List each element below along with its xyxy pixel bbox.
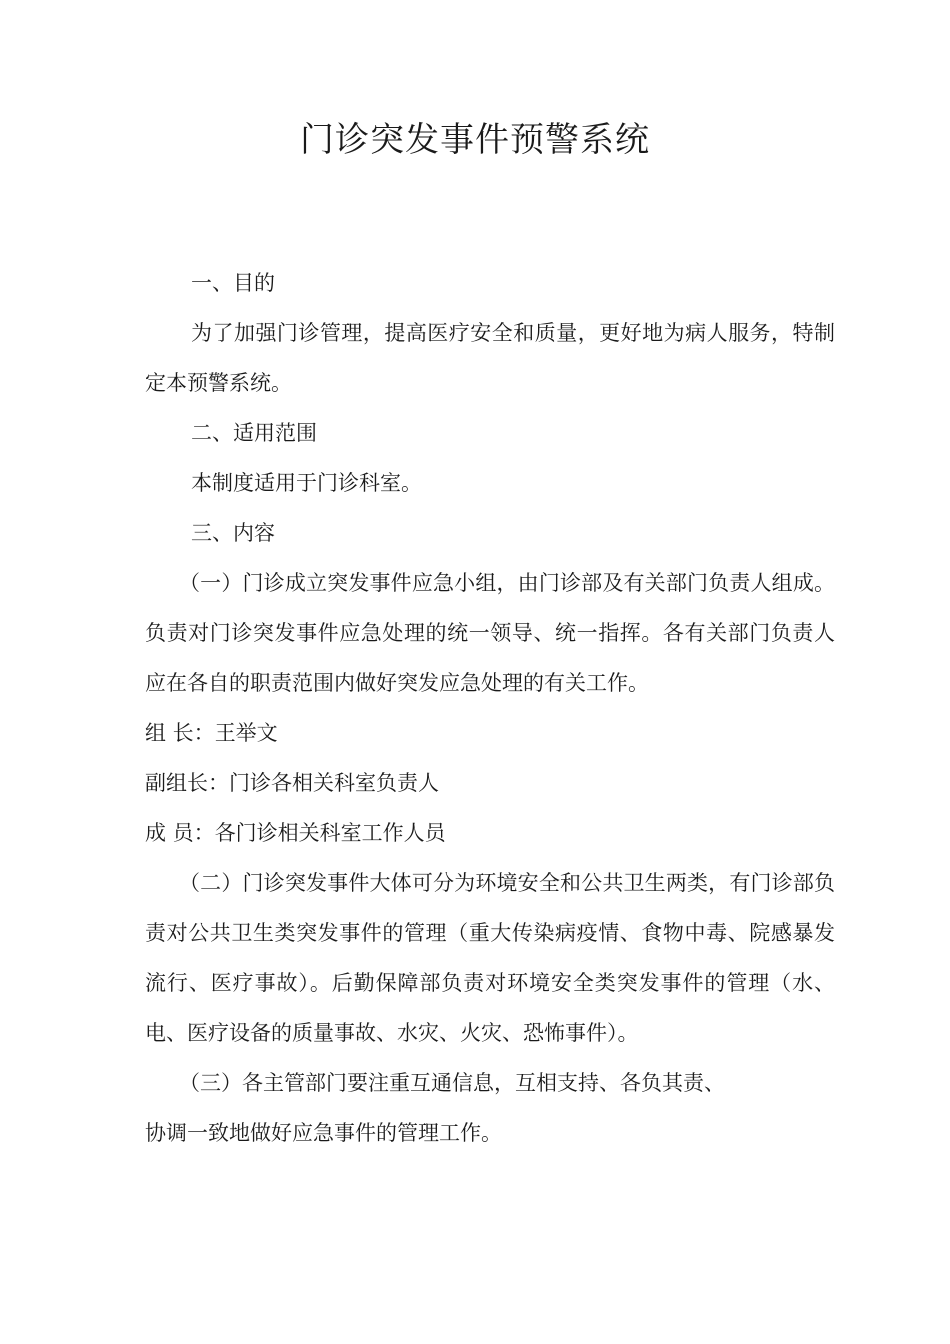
document-body bbox=[145, 258, 835, 1158]
section-heading-content: 三、内容 bbox=[191, 521, 275, 545]
member-role: 组 长： bbox=[145, 721, 215, 745]
content-item-2: （二）门诊突发事件大体可分为环境安全和公共卫生两类，有门诊部负责对公共卫生类突发事件的管理（重大传染病疫情、食物中毒、院感暴发流行、医疗事故）。后勤保障部负责对环境安全类突发事件的管理（水、电、医疗设备的质量事故、水灾、火灾、恐怖事件）。 bbox=[145, 871, 835, 1045]
member-row-members bbox=[145, 808, 835, 858]
section-heading-purpose: 一、目的 bbox=[191, 271, 275, 295]
section-heading-scope: 二、适用范围 bbox=[191, 421, 317, 445]
member-value: 门诊各相关科室负责人 bbox=[229, 771, 439, 795]
section-body-purpose: 为了加强门诊管理，提高医疗安全和质量，更好地为病人服务，特制定本预警系统。 bbox=[145, 321, 835, 395]
section-body-scope: 本制度适用于门诊科室。 bbox=[191, 471, 422, 495]
content-item-3-line-2: 协调一致地做好应急事件的管理工作。 bbox=[145, 1121, 502, 1145]
document-title: 门诊突发事件预警系统 bbox=[300, 120, 650, 160]
member-value: 王举文 bbox=[214, 721, 278, 745]
member-row-deputy bbox=[145, 758, 835, 808]
member-role: 副组长： bbox=[145, 771, 229, 795]
content-item-1: （一）门诊成立突发事件应急小组，由门诊部及有关部门负责人组成。负责对门诊突发事件应急处理的统一领导、统一指挥。各有关部门负责人应在各自的职责范围内做好突发应急处理的有关工作。 bbox=[145, 571, 835, 695]
member-row-leader bbox=[145, 708, 835, 758]
member-value: 各门诊相关科室工作人员 bbox=[214, 821, 446, 845]
content-item-3-line-1: （三）各主管部门要注重互通信息，互相支持、各负其责、 bbox=[179, 1071, 725, 1095]
member-role: 成 员： bbox=[145, 821, 215, 845]
